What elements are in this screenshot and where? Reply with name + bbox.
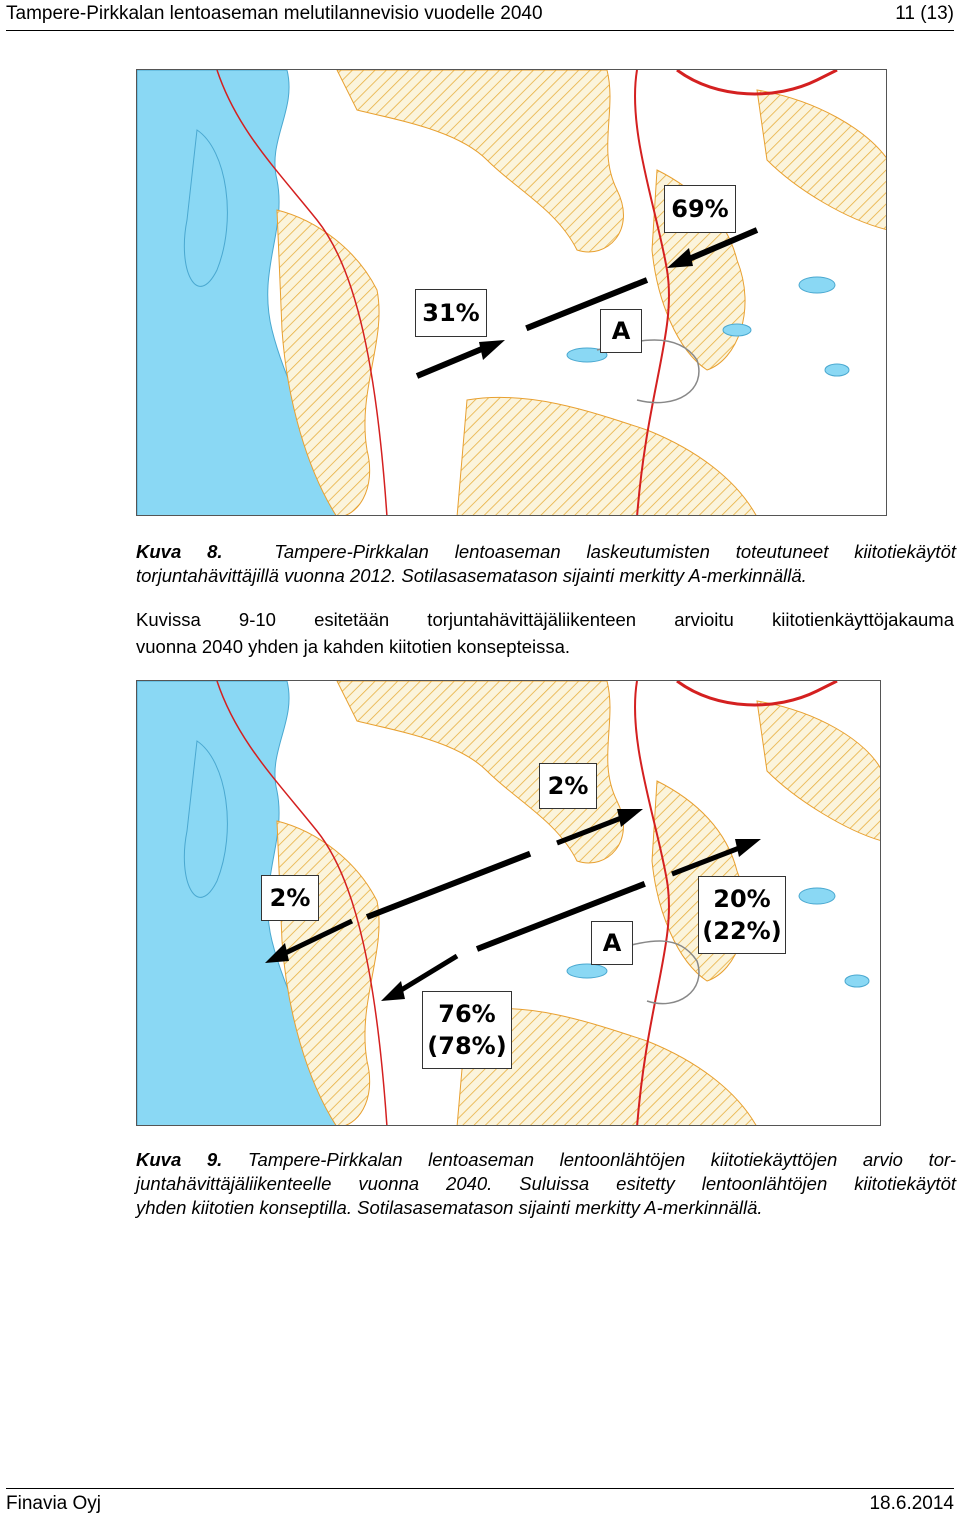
label-right-2: (22%) <box>702 917 782 945</box>
label-A: A <box>602 929 622 957</box>
label-bottom-1: 76% <box>438 1000 496 1028</box>
figure9-caption-line3: yhden kiitotien konseptilla. Sotilasasematason sijainti merkitty A-merkinnällä. <box>136 1197 763 1218</box>
label-box-A <box>600 309 642 353</box>
figure9-caption-label: Kuva 9. <box>136 1149 223 1170</box>
label-top-2: 2% <box>547 772 589 800</box>
body-line1: Kuvissa 9-10 esitetään torjuntahävittäjäliikenteen arvioitu kiitotienkäyttöjakauma <box>136 609 954 630</box>
label-box-right <box>698 876 786 954</box>
runway-north-line <box>367 851 537 917</box>
figure8-caption <box>136 540 956 588</box>
figure8-map <box>136 69 887 516</box>
label-box-A <box>591 921 633 965</box>
figure9-caption-line2: juntahävittäjäliikenteelle vuonna 2040. Suluissa esitetty lentoonlähtöjen kiitotiekäytöt <box>136 1173 956 1194</box>
runway-south-arrow-east-head <box>735 839 761 857</box>
runway-arrow-west <box>417 346 489 376</box>
label-box-left-2 <box>261 875 319 921</box>
hatched-zone-ne <box>757 701 881 841</box>
body-line2: vuonna 2040 yhden ja kahden kiitotien konsepteissa. <box>136 636 571 657</box>
figure9-caption <box>136 1148 956 1220</box>
runway-south-arrow-west-head <box>381 981 405 1001</box>
page-footer <box>6 1488 954 1517</box>
figure8-map-graphic <box>137 70 887 516</box>
hatched-zone-north <box>337 70 623 252</box>
label-box-69 <box>664 185 736 233</box>
figure9-map <box>136 680 881 1126</box>
page-header <box>6 0 954 31</box>
runway-north-arrow-east-head <box>617 809 643 827</box>
figure8-caption-line2: torjuntahävittäjillä vuonna 2012. Sotilasasematason sijainti merkitty A-merkinnällä. <box>136 565 807 586</box>
footer-company: Finavia Oyj <box>6 1493 102 1514</box>
runway-arrow-west-head <box>479 340 505 360</box>
page-number: 11 (13) <box>895 3 954 24</box>
label-A: A <box>611 317 631 345</box>
document-title: Tampere-Pirkkalan lentoaseman melutilannevisio vuodelle 2040 <box>6 3 543 24</box>
label-box-top-2 <box>539 763 597 809</box>
label-right-1: 20% <box>713 885 771 913</box>
hatched-zone-ne <box>757 90 887 230</box>
label-box-31 <box>415 289 487 337</box>
footer-date: 18.6.2014 <box>869 1493 954 1514</box>
figure9-caption-line1: Tampere-Pirkkalan lentoaseman lentoonlähtöjen kiitotiekäyttöjen arvio tor- <box>247 1149 957 1170</box>
hatched-zone-south <box>457 397 757 516</box>
figure8-caption-label: Kuva 8. <box>136 541 223 562</box>
label-left-2: 2% <box>269 884 311 912</box>
label-box-bottom <box>422 991 512 1069</box>
label-31: 31% <box>422 299 480 327</box>
label-69: 69% <box>671 195 729 223</box>
label-bottom-2: (78%) <box>427 1032 507 1060</box>
figure8-caption-line1: Tampere-Pirkkalan lentoaseman laskeutumisten toteutuneet kiitotiekäytöt <box>274 541 956 562</box>
body-paragraph <box>136 606 954 660</box>
